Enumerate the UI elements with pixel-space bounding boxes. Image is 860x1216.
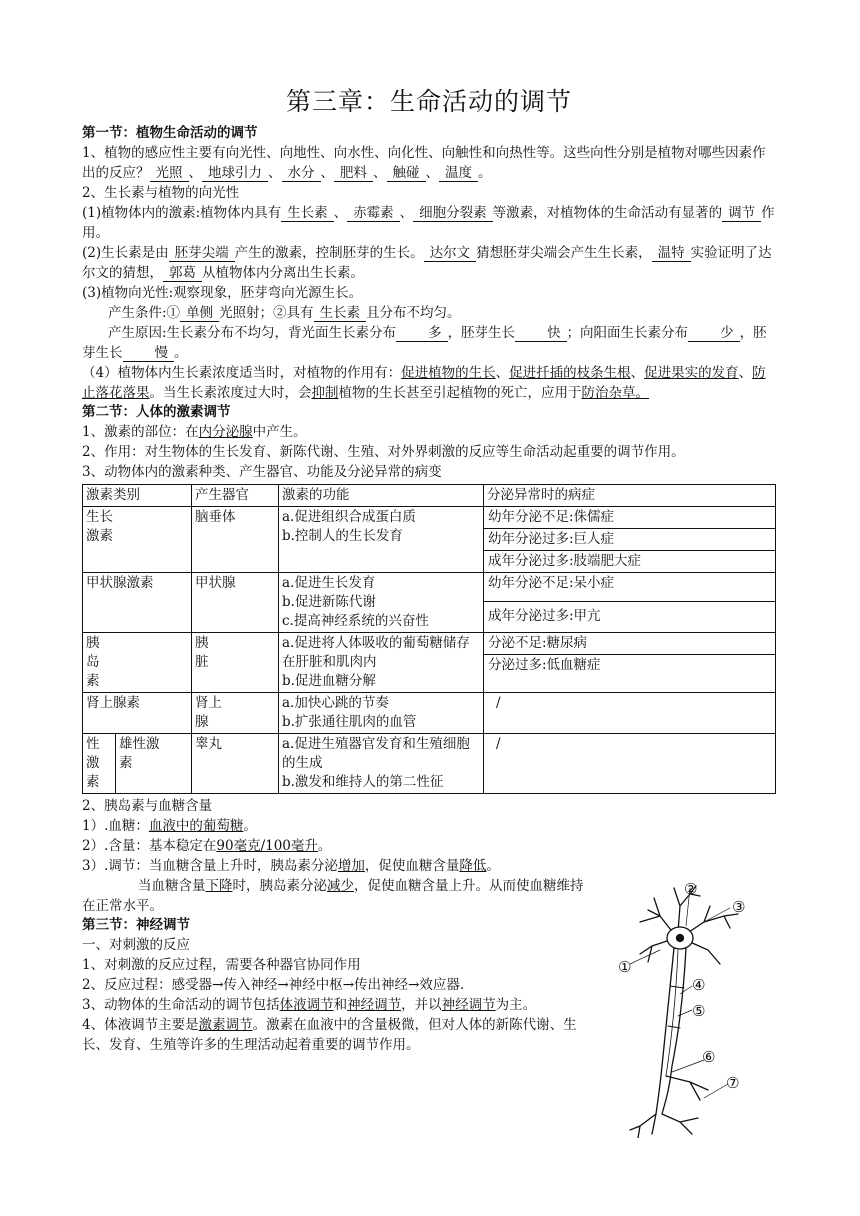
table-row [83, 573, 776, 633]
text-span: 2）.含量：基本稳定在 [82, 838, 217, 854]
table-row [83, 693, 776, 734]
text-span: 生长素 [314, 305, 367, 322]
text-span: 脑垂体 [192, 507, 279, 573]
text-span: 。 [243, 818, 257, 834]
text-span: 成年分泌过多:甲亢 [488, 608, 601, 624]
text-span: 胰 脏 [192, 633, 279, 693]
text-span: a.促进生长发育 [282, 575, 376, 591]
text-span: 分泌不足:糖尿病 [484, 633, 775, 655]
table-header: 产生器官 [192, 485, 279, 507]
text-span: / [484, 693, 776, 734]
text-span: 植物的生长甚至引起植物的死亡，应用于 [338, 385, 582, 401]
section2-heading: 第二节：人体的激素调节 [82, 404, 231, 420]
text-span: 生长素 [281, 205, 334, 222]
label-7: ⑦ [726, 1074, 740, 1092]
s3-p4 [82, 1015, 592, 1055]
text-span: 血液中的葡萄糖 [148, 818, 244, 834]
text-span: 和 [333, 997, 348, 1013]
text-span: 慢 [123, 345, 175, 362]
text-span: b.激发和维持人的第二性征 [282, 774, 444, 790]
text-span: 幼年分泌过多:巨人症 [484, 529, 775, 551]
text-span: 郭葛 [163, 265, 202, 282]
neuron-diagram [600, 876, 770, 1138]
text-span: 1、激素的部位：在 [82, 424, 199, 440]
text-span: 分泌过多:低血糖症 [488, 657, 601, 673]
text-span: ，促使血糖含量上升。从而使血糖维持在正常水平。 [82, 878, 584, 914]
s1-para6 [82, 303, 776, 323]
text-span: 1）.血糖： [82, 818, 149, 834]
text-span: 幼年分泌不足:侏儒症 [484, 507, 775, 529]
text-span: 减少 [327, 878, 354, 894]
label-5: ⑤ [692, 1002, 706, 1020]
table-row [83, 734, 776, 794]
text-span: ，并以 [401, 997, 442, 1013]
text-span: 时，胰岛素分泌 [232, 878, 327, 894]
text-span: 。当生长素浓度过大时，会 [149, 385, 312, 401]
text-span: ；向阳面生长素分布 [566, 325, 689, 341]
text-span: 性 激 素 [83, 734, 116, 794]
text-span: 光照射；②具有 [219, 305, 314, 321]
text-span: a.加快心跳的节奏 [282, 695, 389, 711]
s1-para4 [82, 243, 776, 283]
text-span: b.促进新陈代谢 [282, 594, 376, 610]
blank: 光照 [150, 165, 189, 182]
text-span: 90毫克/100毫升 [216, 838, 318, 854]
text-span: 促进果实的发育 [644, 365, 739, 381]
text-span: 达尔文 [424, 245, 477, 262]
text-span: 且分布不均匀。 [366, 305, 461, 321]
text-span: 肾上 腺 [192, 693, 279, 734]
text-span: 、 [630, 365, 645, 381]
s3-p1: 1、对刺激的反应过程，需要各种器官协同作用 [82, 957, 361, 973]
text-span: 神经调节 [441, 997, 496, 1013]
text-span: 。 [486, 858, 500, 874]
s1-para1: 1、植物的感应性主要有向光性、向地性、向水性、向化性、向触性和向热性等。这些向性分别是植物对哪些因素作出的反应？ 光照 、 地球引力 、 水分 、 肥料 、 触碰 、 温度 。 [82, 145, 766, 181]
s1-para7 [82, 323, 776, 363]
text-span: 1、植物的感应性主要有向光性、向地性、向水性、向化性、向触性和向热性等。这些向性分别是植物对哪些因素作出的反应？ [82, 145, 766, 181]
text-span: 产生条件:① [108, 305, 181, 321]
hormone-table [82, 484, 776, 794]
table-row [83, 507, 776, 573]
text-span: b.控制人的生长发育 [282, 528, 403, 544]
s1-para2: 2、生长素与植物的向光性 [82, 185, 240, 201]
s2-q1: 2、胰岛素与血糖含量 [82, 798, 213, 814]
s2-para2: 2、作用：对生物体的生长发育、新陈代谢、生殖、对外界刺激的反应等生命活动起重要的调节作用。 [82, 444, 685, 460]
label-1: ① [618, 958, 632, 976]
text-span: a.促进组织合成蛋白质 [282, 509, 416, 525]
text-span: 快 [515, 325, 567, 342]
text-span: 激素调节 [198, 1017, 253, 1033]
text-span: c.提高神经系统的兴奋性 [282, 613, 429, 629]
s3-p0: 一、对刺激的反应 [82, 937, 190, 953]
text-span: 多 [396, 325, 448, 342]
text-span: 从植物体内分离出生长素。 [202, 265, 364, 281]
text-span: 胰 岛 素 [83, 633, 192, 693]
table-header-row [83, 485, 776, 507]
text-span: 为主。 [495, 997, 537, 1013]
text-span: 促进扦插的枝条生根 [509, 365, 631, 381]
table-header: 激素的功能 [279, 485, 484, 507]
text-span: 调节 [722, 205, 761, 222]
text-span: 少 [688, 325, 740, 342]
text-span: 内分泌腺 [198, 424, 253, 440]
text-span: 促进植物的生长 [401, 365, 496, 381]
text-span: 抑制 [311, 385, 339, 401]
text-span: 、 [738, 365, 753, 381]
s2-q5 [82, 876, 592, 916]
text-span: 雄性激 素 [116, 734, 192, 794]
s2-para1 [82, 422, 776, 442]
text-span: 降低 [459, 858, 487, 874]
text-span: 生长 激素 [83, 507, 192, 573]
label-4: ④ [692, 976, 706, 994]
text-span: 。激素在血液中的含量极微，但对人体的新陈代谢、生长、发育、生殖等许多的生理活动起着重要的调节作用。 [82, 1017, 577, 1053]
text-span: 中产生。 [252, 424, 307, 440]
section1-heading: 第一节：植物生命活动的调节 [82, 125, 258, 141]
text-span: 细胞分裂素 [413, 205, 493, 222]
blank: 触碰 [387, 165, 426, 182]
text-span: b.扩张通往肌肉的血管 [282, 714, 417, 730]
text-span: 猜想胚芽尖端会产生生长素， [476, 245, 652, 261]
text-span: 、 [495, 365, 510, 381]
text-span: a.促进将人体吸收的葡萄糖储存在肝脏和肌肉内 [282, 635, 470, 670]
text-span: (1)植物体内的激素:植物体内具有 [82, 205, 282, 221]
label-2: ② [684, 880, 698, 898]
text-span: 赤霉素 [347, 205, 400, 222]
table-header: 分泌异常时的病症 [484, 485, 776, 507]
text-span: a.促进生殖器官发育和生殖细胞的生成 [282, 736, 470, 771]
text-span: 产生原因:生长素分布不均匀，背光面生长素分布 [108, 325, 397, 341]
s1-para3: (1)植物体内的激素:植物体内具有 生长素 、 赤霉素 、 细胞分裂素 等激素，对植物体的生命活动有显著的 调节 作用。 [82, 205, 775, 241]
text-span: 。 [174, 345, 188, 361]
text-span: 体液调节 [279, 997, 334, 1013]
text-span: ，胚芽生长 [447, 325, 516, 341]
text-span: ，胚芽生长 [82, 325, 767, 361]
text-span: 神经调节 [347, 997, 402, 1013]
blank: 温度 [439, 165, 478, 182]
text-span: (2)生长素是由 [82, 245, 169, 261]
page-title: 第三章：生命活动的调节 [285, 87, 572, 116]
table-header: 激素类别 [83, 485, 192, 507]
label-3: ③ [732, 898, 746, 916]
s1-para8 [82, 363, 776, 403]
text-span: 甲状腺 [192, 573, 279, 633]
text-span: 作用。 [82, 205, 775, 241]
text-span: 等激素，对植物体的生命活动有显著的 [492, 205, 723, 221]
blank: 地球引力 [202, 165, 268, 182]
blank: 肥料 [334, 165, 373, 182]
text-span: 实验证明了达尔文的猜想， [82, 245, 772, 281]
text-span: 。 [317, 838, 332, 854]
text-span: 4、体液调节主要是 [82, 1017, 199, 1033]
text-span: 防治杂草。 [581, 385, 649, 401]
text-span: ，促使血糖含量 [364, 858, 460, 874]
s1-para5: (3)植物向光性:观察现象，胚芽弯向光源生长。 [82, 285, 363, 301]
s2-para3: 3、动物体内的激素种类、产生器官、功能及分泌异常的病变 [82, 464, 442, 480]
text-span: （4）植物体内生长素浓度适当时，对植物的作用有： [82, 365, 402, 381]
text-span: 当血糖含量 [138, 878, 206, 894]
section3-heading: 第三节：神经调节 [82, 917, 190, 933]
text-span: / [484, 734, 776, 794]
text-span: 3、动物体的生命活动的调节包括 [82, 997, 280, 1013]
text-span: 增加 [337, 858, 365, 874]
label-6: ⑥ [702, 1048, 716, 1066]
text-span: 幼年分泌不足:呆小症 [484, 573, 775, 602]
s2-q2 [82, 816, 776, 836]
text-span: b.促进血糖分解 [282, 673, 376, 689]
text-span: 肾上腺素 [83, 693, 192, 734]
text-span: 产生的激素，控制胚芽的生长。 [234, 245, 424, 261]
blank: 水分 [282, 165, 321, 182]
text-span: 温特 [652, 245, 691, 262]
text-span: 单侧 [180, 305, 219, 322]
text-span: 成年分泌过多:肢端肥大症 [488, 553, 642, 569]
s3-p2: 2、反应过程：感受器→传入神经→神经中枢→传出神经→效应器. [82, 977, 465, 993]
text-span: 胚芽尖端 [169, 245, 235, 262]
text-span: 睾丸 [192, 734, 279, 794]
s3-p3 [82, 995, 592, 1015]
table-row [83, 633, 776, 693]
text-span: 3）.调节：当血糖含量上升时，胰岛素分泌 [82, 858, 338, 874]
s2-q4 [82, 856, 592, 876]
text-span: 防止落花落果 [82, 365, 766, 401]
text-span: 甲状腺激素 [83, 573, 192, 633]
text-span: 下降 [205, 878, 233, 894]
s2-q3 [82, 836, 776, 856]
